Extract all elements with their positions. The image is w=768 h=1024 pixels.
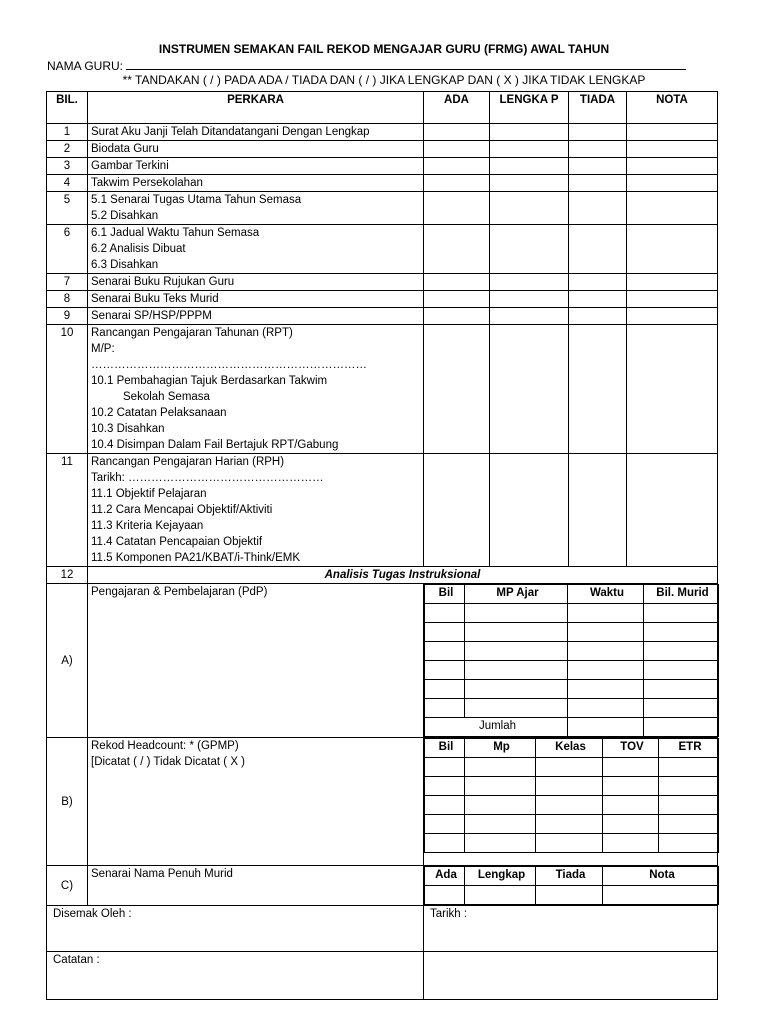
sectionB-cell[interactable] bbox=[536, 815, 603, 834]
row-number: 12 bbox=[47, 567, 88, 584]
perkara-line: 11.5 Komponen PA21/KBAT/i-Think/EMK bbox=[91, 552, 301, 564]
row-perkara bbox=[88, 291, 424, 308]
sectionB-cell[interactable] bbox=[603, 758, 659, 777]
nota-cell[interactable] bbox=[627, 192, 718, 225]
sectionB-header: Bil bbox=[425, 739, 465, 758]
sectionA-cell[interactable] bbox=[568, 642, 644, 661]
tarikh-field[interactable]: Tarikh : bbox=[424, 906, 718, 952]
lengkap-cell[interactable] bbox=[490, 308, 569, 325]
perkara-line: 10.2 Catatan Pelaksanaan bbox=[91, 407, 227, 419]
row-number: 9 bbox=[47, 308, 88, 325]
sectionB-header: TOV bbox=[603, 739, 659, 758]
sectionB-cell[interactable] bbox=[536, 834, 603, 853]
sectionB-cell[interactable] bbox=[465, 796, 536, 815]
sectionA-cell[interactable] bbox=[568, 604, 644, 623]
sectionB-cell[interactable] bbox=[465, 777, 536, 796]
sectionA-cell[interactable] bbox=[568, 718, 644, 737]
sectionA-cell[interactable] bbox=[425, 680, 465, 699]
row-perkara bbox=[88, 225, 424, 274]
perkara-line: 11.1 Objektif Pelajaran bbox=[91, 488, 207, 500]
lengkap-cell[interactable] bbox=[490, 192, 569, 225]
row-perkara bbox=[88, 325, 424, 454]
sectionB-header-row bbox=[425, 739, 719, 758]
perkara-line: 6.3 Disahkan bbox=[91, 259, 159, 271]
sectionC-cell[interactable] bbox=[465, 886, 536, 905]
ada-cell[interactable] bbox=[424, 274, 490, 291]
sectionB-cell[interactable] bbox=[536, 777, 603, 796]
ada-cell[interactable] bbox=[424, 141, 490, 158]
tiada-cell[interactable] bbox=[569, 325, 627, 454]
sectionA-cell[interactable] bbox=[465, 680, 568, 699]
nota-cell[interactable] bbox=[627, 274, 718, 291]
section-b-line: [Dicatat ( / ) Tidak Dicatat ( X ) bbox=[91, 756, 246, 768]
sectionC-header: Lengkap bbox=[465, 867, 536, 886]
row-number: 4 bbox=[47, 175, 88, 192]
perkara-line: 6.2 Analisis Dibuat bbox=[91, 243, 186, 255]
sectionC-cell[interactable] bbox=[425, 886, 465, 905]
form-title: INSTRUMEN SEMAKAN FAIL REKOD MENGAJAR GURU (FRMG) AWAL TAHUN bbox=[158, 42, 610, 56]
section-a-desc: Pengajaran & Pembelajaran (PdP) bbox=[88, 584, 424, 738]
perkara-line: Senarai Buku Teks Murid bbox=[91, 293, 219, 305]
checklist-row bbox=[47, 192, 718, 225]
section-b-table-cell bbox=[424, 738, 718, 866]
disemak-oleh-field[interactable]: Disemak Oleh : bbox=[47, 906, 424, 952]
ada-cell[interactable] bbox=[424, 325, 490, 454]
sectionC-row bbox=[425, 886, 719, 905]
nota-cell[interactable] bbox=[627, 454, 718, 567]
sectionB-row bbox=[425, 777, 719, 796]
sectionA-cell[interactable] bbox=[465, 642, 568, 661]
sectionA-cell[interactable] bbox=[465, 604, 568, 623]
perkara-line: Tarikh: …………………………………………… bbox=[91, 472, 324, 484]
tiada-cell[interactable] bbox=[569, 308, 627, 325]
sectionA-header: MP Ajar bbox=[465, 585, 568, 604]
sectionB-cell[interactable] bbox=[425, 777, 465, 796]
row-perkara bbox=[88, 124, 424, 141]
tiada-cell[interactable] bbox=[569, 274, 627, 291]
perkara-line: M/P: bbox=[91, 343, 115, 355]
sectionC-header-row bbox=[425, 867, 719, 886]
header-perkara: PERKARA bbox=[88, 92, 424, 124]
sectionA-header: Bil bbox=[425, 585, 465, 604]
section-c-label: C) bbox=[47, 866, 88, 906]
sectionC-header: Tiada bbox=[536, 867, 603, 886]
sectionB-header: ETR bbox=[659, 739, 719, 758]
nama-guru-line[interactable] bbox=[126, 58, 686, 70]
nama-guru-field[interactable] bbox=[47, 58, 686, 73]
section-b-desc bbox=[88, 738, 424, 866]
disemak-row bbox=[47, 906, 718, 952]
header-bil: BIL. bbox=[47, 92, 88, 124]
section-a-table-cell bbox=[424, 584, 718, 738]
row-perkara bbox=[88, 274, 424, 291]
row-perkara bbox=[88, 308, 424, 325]
sectionB-cell[interactable] bbox=[659, 758, 719, 777]
perkara-line: Senarai Buku Rujukan Guru bbox=[91, 276, 235, 288]
tiada-cell[interactable] bbox=[569, 141, 627, 158]
ada-cell[interactable] bbox=[424, 124, 490, 141]
perkara-line: 11.2 Cara Mencapai Objektif/Aktiviti bbox=[91, 504, 273, 516]
sectionB-cell[interactable] bbox=[603, 777, 659, 796]
sectionB-cell[interactable] bbox=[659, 777, 719, 796]
row-number: 8 bbox=[47, 291, 88, 308]
catatan-blank[interactable] bbox=[424, 952, 718, 1000]
checklist-row bbox=[47, 141, 718, 158]
tiada-cell[interactable] bbox=[569, 175, 627, 192]
checklist-row bbox=[47, 325, 718, 454]
sectionA-cell[interactable] bbox=[644, 661, 719, 680]
perkara-line: 11.3 Kriteria Kejayaan bbox=[91, 520, 204, 532]
analisis-title: Analisis Tugas Instruksional bbox=[88, 567, 718, 584]
sectionB-cell[interactable] bbox=[425, 796, 465, 815]
sectionB-cell[interactable] bbox=[536, 758, 603, 777]
nota-cell[interactable] bbox=[627, 308, 718, 325]
sectionB-cell[interactable] bbox=[659, 796, 719, 815]
nota-cell[interactable] bbox=[627, 158, 718, 175]
lengkap-cell[interactable] bbox=[490, 225, 569, 274]
ada-cell[interactable] bbox=[424, 225, 490, 274]
sectionB-cell[interactable] bbox=[536, 796, 603, 815]
sectionB-cell[interactable] bbox=[425, 758, 465, 777]
sectionA-header-row bbox=[425, 585, 719, 604]
lengkap-cell[interactable] bbox=[490, 158, 569, 175]
sectionB-cell[interactable] bbox=[465, 834, 536, 853]
sectionC-header: Ada bbox=[425, 867, 465, 886]
sectionA-cell[interactable] bbox=[644, 680, 719, 699]
sectionA-cell[interactable] bbox=[568, 661, 644, 680]
sectionA-cell[interactable] bbox=[465, 623, 568, 642]
sectionA-cell[interactable] bbox=[465, 661, 568, 680]
row-12 bbox=[47, 567, 718, 584]
tiada-cell[interactable] bbox=[569, 158, 627, 175]
section-b-label: B) bbox=[47, 738, 88, 866]
section-a-label: A) bbox=[47, 584, 88, 738]
header-ada: ADA bbox=[424, 92, 490, 124]
nota-cell[interactable] bbox=[627, 225, 718, 274]
sectionA-row bbox=[425, 680, 719, 699]
perkara-line: Takwim Persekolahan bbox=[91, 177, 203, 189]
sectionB-row bbox=[425, 815, 719, 834]
sectionB-header: Mp bbox=[465, 739, 536, 758]
sectionB-cell[interactable] bbox=[603, 815, 659, 834]
sectionA-row bbox=[425, 604, 719, 623]
lengkap-cell[interactable] bbox=[490, 291, 569, 308]
row-perkara bbox=[88, 158, 424, 175]
row-number: 6 bbox=[47, 225, 88, 274]
perkara-line: 11.4 Catatan Pencapaian Objektif bbox=[91, 536, 263, 548]
nota-cell[interactable] bbox=[627, 291, 718, 308]
sectionA-row bbox=[425, 661, 719, 680]
row-number: 1 bbox=[47, 124, 88, 141]
sectionA-cell[interactable] bbox=[568, 699, 644, 718]
sectionB-cell[interactable] bbox=[603, 834, 659, 853]
tiada-cell[interactable] bbox=[569, 291, 627, 308]
checklist-row bbox=[47, 308, 718, 325]
jumlah-label: Jumlah bbox=[425, 718, 568, 737]
perkara-line: 10.4 Disimpan Dalam Fail Bertajuk RPT/Gabung bbox=[91, 439, 339, 451]
checklist-row bbox=[47, 454, 718, 567]
checklist-row bbox=[47, 274, 718, 291]
tiada-cell[interactable] bbox=[569, 124, 627, 141]
lengkap-cell[interactable] bbox=[490, 454, 569, 567]
sectionA-row bbox=[425, 699, 719, 718]
sectionA-row bbox=[425, 642, 719, 661]
row-number: 11 bbox=[47, 454, 88, 567]
section-c-row bbox=[47, 866, 718, 906]
lengkap-cell[interactable] bbox=[490, 325, 569, 454]
jumlah-row bbox=[425, 718, 719, 737]
row-number: 7 bbox=[47, 274, 88, 291]
checklist-row bbox=[47, 124, 718, 141]
sectionC-cell[interactable] bbox=[603, 886, 719, 905]
sectionB-header: Kelas bbox=[536, 739, 603, 758]
nota-cell[interactable] bbox=[627, 124, 718, 141]
sectionC-header: Nota bbox=[603, 867, 719, 886]
row-perkara bbox=[88, 175, 424, 192]
lengkap-cell[interactable] bbox=[490, 141, 569, 158]
instruction-note: ** TANDAKAN ( / ) PADA ADA / TIADA DAN ( / ) JIKA LENGKAP DAN ( X ) JIKA TIDAK LENGKAP bbox=[122, 73, 646, 87]
catatan-field[interactable]: Catatan : bbox=[47, 952, 424, 1000]
perkara-line: 6.1 Jadual Waktu Tahun Semasa bbox=[91, 227, 260, 239]
sectionB-cell[interactable] bbox=[465, 815, 536, 834]
row-number: 2 bbox=[47, 141, 88, 158]
tiada-cell[interactable] bbox=[569, 225, 627, 274]
ada-cell[interactable] bbox=[424, 158, 490, 175]
tiada-cell[interactable] bbox=[569, 454, 627, 567]
sectionC-grid bbox=[424, 866, 719, 905]
perkara-line: 5.1 Senarai Tugas Utama Tahun Semasa bbox=[91, 194, 302, 206]
sectionB-cell[interactable] bbox=[659, 834, 719, 853]
ada-cell[interactable] bbox=[424, 175, 490, 192]
sectionB-row bbox=[425, 834, 719, 853]
catatan-row bbox=[47, 952, 718, 1000]
row-number: 10 bbox=[47, 325, 88, 454]
sectionA-cell[interactable] bbox=[425, 661, 465, 680]
section-c-table-cell bbox=[424, 866, 718, 906]
perkara-line: Surat Aku Janji Telah Ditandatangani Dengan Lengkap bbox=[91, 126, 370, 138]
sectionA-cell[interactable] bbox=[425, 642, 465, 661]
header-row bbox=[47, 92, 718, 124]
header-nota: NOTA bbox=[627, 92, 718, 124]
sectionA-header: Bil. Murid bbox=[644, 585, 719, 604]
row-number: 3 bbox=[47, 158, 88, 175]
sectionB-row bbox=[425, 758, 719, 777]
checklist-table bbox=[46, 91, 718, 1000]
row-perkara bbox=[88, 192, 424, 225]
checklist-row bbox=[47, 291, 718, 308]
nama-guru-label: NAMA GURU: bbox=[47, 59, 124, 73]
row-perkara bbox=[88, 454, 424, 567]
ada-cell[interactable] bbox=[424, 454, 490, 567]
sectionA-cell[interactable] bbox=[425, 604, 465, 623]
sectionA-cell[interactable] bbox=[568, 680, 644, 699]
sectionA-cell[interactable] bbox=[644, 718, 719, 737]
nota-cell[interactable] bbox=[627, 325, 718, 454]
header-tiada: TIADA bbox=[569, 92, 627, 124]
nota-cell[interactable] bbox=[627, 175, 718, 192]
sectionA-header: Waktu bbox=[568, 585, 644, 604]
sectionA-grid bbox=[424, 584, 719, 737]
perkara-line: 10.3 Disahkan bbox=[91, 423, 165, 435]
section-b-line: Rekod Headcount: * (GPMP) bbox=[91, 740, 239, 752]
perkara-line: Senarai SP/HSP/PPPM bbox=[91, 310, 212, 322]
perkara-line: ……………………………………………………………… bbox=[91, 359, 367, 371]
row-perkara bbox=[88, 141, 424, 158]
sectionB-cell[interactable] bbox=[425, 834, 465, 853]
perkara-line: Rancangan Pengajaran Tahunan (RPT) bbox=[91, 327, 293, 339]
sectionA-cell[interactable] bbox=[644, 604, 719, 623]
perkara-line: Sekolah Semasa bbox=[123, 391, 210, 403]
perkara-line: 10.1 Pembahagian Tajuk Berdasarkan Takwim bbox=[91, 375, 328, 387]
sectionA-cell[interactable] bbox=[465, 699, 568, 718]
sectionA-cell[interactable] bbox=[568, 623, 644, 642]
sectionB-cell[interactable] bbox=[659, 815, 719, 834]
lengkap-cell[interactable] bbox=[490, 274, 569, 291]
nota-cell[interactable] bbox=[627, 141, 718, 158]
ada-cell[interactable] bbox=[424, 308, 490, 325]
ada-cell[interactable] bbox=[424, 192, 490, 225]
section-c-desc: Senarai Nama Penuh Murid bbox=[88, 866, 424, 906]
checklist-row bbox=[47, 175, 718, 192]
checklist-row bbox=[47, 225, 718, 274]
sectionA-cell[interactable] bbox=[644, 642, 719, 661]
sectionB-grid bbox=[424, 738, 719, 853]
checklist-row bbox=[47, 158, 718, 175]
sectionB-row bbox=[425, 796, 719, 815]
sectionC-cell[interactable] bbox=[536, 886, 603, 905]
lengkap-cell[interactable] bbox=[490, 124, 569, 141]
sectionA-cell[interactable] bbox=[644, 699, 719, 718]
perkara-line: Biodata Guru bbox=[91, 143, 159, 155]
sectionA-row bbox=[425, 623, 719, 642]
perkara-line: Rancangan Pengajaran Harian (RPH) bbox=[91, 456, 285, 468]
perkara-line: Gambar Terkini bbox=[91, 160, 169, 172]
sectionB-cell[interactable] bbox=[603, 796, 659, 815]
section-b-row bbox=[47, 738, 718, 866]
lengkap-cell[interactable] bbox=[490, 175, 569, 192]
row-number: 5 bbox=[47, 192, 88, 225]
header-lengkap: LENGKA P bbox=[490, 92, 569, 124]
sectionA-cell[interactable] bbox=[644, 623, 719, 642]
section-a-row bbox=[47, 584, 718, 738]
sectionB-cell[interactable] bbox=[425, 815, 465, 834]
sectionB-cell[interactable] bbox=[465, 758, 536, 777]
perkara-line: 5.2 Disahkan bbox=[91, 210, 159, 222]
sectionA-cell[interactable] bbox=[425, 623, 465, 642]
sectionA-cell[interactable] bbox=[425, 699, 465, 718]
tiada-cell[interactable] bbox=[569, 192, 627, 225]
ada-cell[interactable] bbox=[424, 291, 490, 308]
